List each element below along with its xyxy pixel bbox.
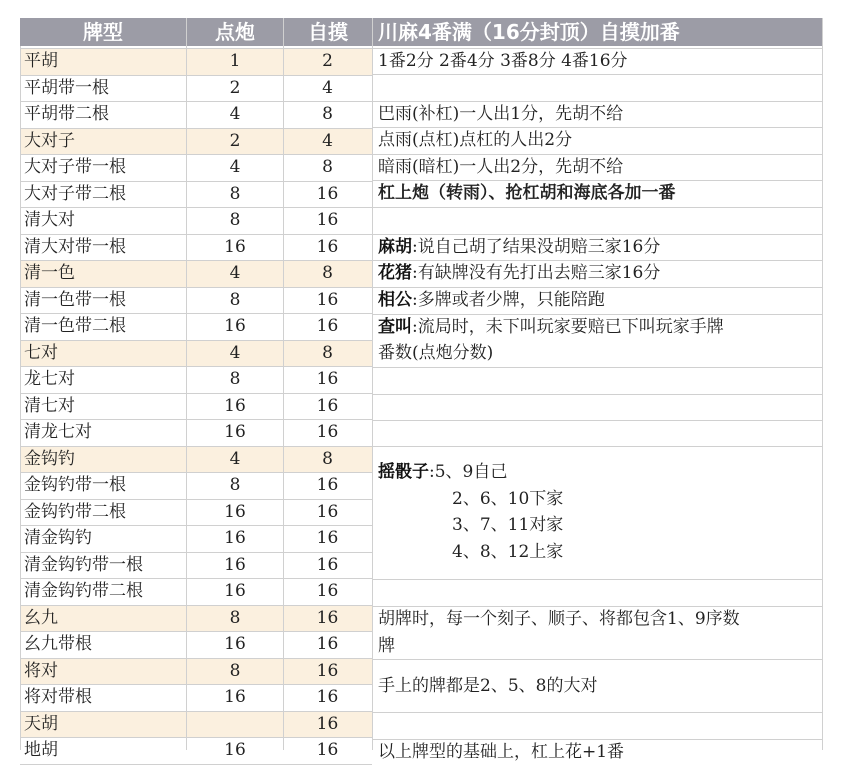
zimo-score: 16 xyxy=(316,528,339,548)
dianpao-score: 4 xyxy=(229,342,241,363)
zimo-score: 16 xyxy=(316,475,339,495)
dice-line-3: 3、7、11对家 xyxy=(452,515,564,535)
dianpao-score: 8 xyxy=(229,210,241,230)
pattern-name: 清一色带二根 xyxy=(24,316,126,336)
zimo-score: 8 xyxy=(322,157,333,177)
dianpao-score: 2 xyxy=(229,130,241,151)
pattern-name: 清大对带一根 xyxy=(24,236,126,257)
jiangdui-note: 手上的牌都是2、5、8的大对 xyxy=(378,676,598,696)
anyu-note: 暗雨(暗杠)一人出2分，先胡不给 xyxy=(378,157,624,177)
grid-line xyxy=(822,18,823,750)
xianggong-text: :多牌或者少牌，只能陪跑 xyxy=(412,290,605,310)
chajiao-note xyxy=(378,314,724,340)
zimo-score: 8 xyxy=(322,342,333,363)
chajiao-label: 查叫 xyxy=(378,317,412,337)
yaojiu-note: 胡牌时，每一个刻子、顺子、将都包含1、9序数 xyxy=(378,609,740,629)
grid-line xyxy=(372,394,822,395)
pattern-name: 清金钩钓 xyxy=(24,528,92,548)
grid-line xyxy=(372,659,822,660)
grid-line xyxy=(372,446,822,447)
zimo-score: 16 xyxy=(316,501,339,522)
dianpao-score: 8 xyxy=(229,369,241,389)
gangshang-note: 杠上炮（转雨）、抢杠胡和海底各加一番 xyxy=(378,183,676,203)
dianpao-score: 16 xyxy=(224,395,246,416)
pattern-name: 大对子 xyxy=(24,130,75,151)
zimo-score: 16 xyxy=(316,236,339,257)
pattern-name: 大对子带一根 xyxy=(24,157,126,177)
zimo-score: 16 xyxy=(316,581,339,601)
chajiao-text: :流局时，未下叫玩家要赔已下叫玩家手牌 xyxy=(412,317,724,337)
dianpao-score: 16 xyxy=(224,687,246,707)
huazhu-note xyxy=(378,260,660,286)
pattern-name: 大对子带二根 xyxy=(24,183,126,204)
dianpao-score: 16 xyxy=(224,316,246,336)
dianpao-score: 8 xyxy=(229,183,241,204)
pattern-name: 清大对 xyxy=(24,210,75,230)
zimo-score: 16 xyxy=(316,422,339,442)
pattern-name: 天胡 xyxy=(24,713,58,734)
pattern-name: 幺九 xyxy=(24,607,58,628)
pattern-name: 清金钩钓带一根 xyxy=(24,554,143,575)
dice-line-4: 4、8、12上家 xyxy=(452,542,564,562)
zimo-score: 16 xyxy=(316,210,339,230)
pattern-name: 地胡 xyxy=(24,740,58,760)
bayu-note: 巴雨(补杠)一人出1分，先胡不给 xyxy=(378,104,624,124)
pattern-name: 将对带根 xyxy=(24,687,92,707)
dianpao-score: 16 xyxy=(224,581,246,601)
zimo-score: 16 xyxy=(316,740,339,760)
grid-line xyxy=(372,74,822,75)
xianggong-label: 相公 xyxy=(378,290,412,310)
zimo-score: 8 xyxy=(322,448,333,469)
pattern-name: 幺九带根 xyxy=(24,634,92,654)
dianpao-score: 16 xyxy=(224,528,246,548)
dianpao-score: 8 xyxy=(229,289,241,310)
huazhu-text: :有缺牌没有先打出去赔三家16分 xyxy=(412,263,661,283)
dianpao-score: 16 xyxy=(224,740,246,760)
pattern-name: 七对 xyxy=(24,342,58,363)
zimo-score: 16 xyxy=(316,554,339,575)
header-zimo: 自摸 xyxy=(284,18,372,46)
pattern-name: 清一色带一根 xyxy=(24,289,126,310)
dianpao-score: 8 xyxy=(229,475,241,495)
dianpao-score: 4 xyxy=(229,448,241,469)
zimo-score: 16 xyxy=(316,607,339,628)
dianpao-score: 4 xyxy=(229,263,241,283)
zimo-score: 4 xyxy=(322,130,333,151)
huazhu-label: 花猪 xyxy=(378,263,412,283)
zimo-score: 8 xyxy=(322,263,333,283)
pattern-name: 平胡带二根 xyxy=(24,104,109,124)
dice-line-2: 2、6、10下家 xyxy=(452,489,564,509)
pattern-name: 金钩钓 xyxy=(24,448,75,469)
grid-line xyxy=(372,367,822,368)
dianpao-score: 8 xyxy=(229,660,241,681)
dianpao-score: 16 xyxy=(224,236,246,257)
pattern-name: 金钩钓带一根 xyxy=(24,475,126,495)
dice-note xyxy=(378,459,507,485)
zimo-score: 2 xyxy=(322,51,333,71)
xianggong-note xyxy=(378,287,605,313)
zimo-score: 16 xyxy=(316,183,339,204)
header-title: 川麻4番满（16分封顶）自摸加番 xyxy=(373,18,822,46)
fan-scale-note: 1番2分 2番4分 3番8分 4番16分 xyxy=(378,51,628,71)
dianpao-score: 8 xyxy=(229,607,241,628)
pattern-name: 清一色 xyxy=(24,263,75,283)
grid-line xyxy=(372,420,822,421)
zimo-score: 16 xyxy=(316,395,339,416)
grid-line xyxy=(372,579,822,580)
pattern-name: 将对 xyxy=(24,660,58,681)
dianpao-score: 4 xyxy=(229,104,241,124)
chajiao-continued: 番数(点炮分数) xyxy=(378,343,494,363)
zimo-score: 16 xyxy=(316,713,339,734)
dianpao-score: 16 xyxy=(224,501,246,522)
zimo-score: 16 xyxy=(316,634,339,654)
zimo-score: 8 xyxy=(322,104,333,124)
dihu-note-partial: 以上牌型的基础上，杠上花+1番 xyxy=(378,742,625,762)
pattern-name: 清金钩钓带二根 xyxy=(24,581,143,601)
mahu-text: :说自己胡了结果没胡赔三家16分 xyxy=(412,237,661,257)
dianyu-note: 点雨(点杠)点杠的人出2分 xyxy=(378,130,573,150)
pattern-name: 清七对 xyxy=(24,395,75,416)
dice-label: 摇骰子 xyxy=(378,462,429,482)
yaojiu-note-continued: 牌 xyxy=(378,636,395,656)
pattern-name: 平胡带一根 xyxy=(24,77,109,98)
dianpao-score: 4 xyxy=(229,157,241,177)
zimo-score: 16 xyxy=(316,687,339,707)
zimo-score: 16 xyxy=(316,369,339,389)
mahu-note xyxy=(378,234,660,260)
zimo-score: 16 xyxy=(316,316,339,336)
mahu-label: 麻胡 xyxy=(378,237,412,257)
pattern-name: 金钩钓带二根 xyxy=(24,501,126,522)
pattern-name: 龙七对 xyxy=(24,369,75,389)
dianpao-score: 16 xyxy=(224,634,246,654)
zimo-score: 4 xyxy=(322,77,333,98)
grid-line xyxy=(372,207,822,208)
dianpao-score: 16 xyxy=(224,554,246,575)
dianpao-score: 1 xyxy=(229,51,241,71)
dianpao-score xyxy=(190,711,280,737)
pattern-name: 清龙七对 xyxy=(24,422,92,442)
pattern-name: 平胡 xyxy=(24,51,58,71)
header-pattern: 牌型 xyxy=(20,18,186,46)
zimo-score: 16 xyxy=(316,660,339,681)
zimo-score: 16 xyxy=(316,289,339,310)
dice-line-1: :5、9自己 xyxy=(429,462,508,482)
header-dianpao: 点炮 xyxy=(187,18,283,46)
dianpao-score: 16 xyxy=(224,422,246,442)
dianpao-score: 2 xyxy=(229,77,241,98)
grid-line xyxy=(372,712,822,713)
